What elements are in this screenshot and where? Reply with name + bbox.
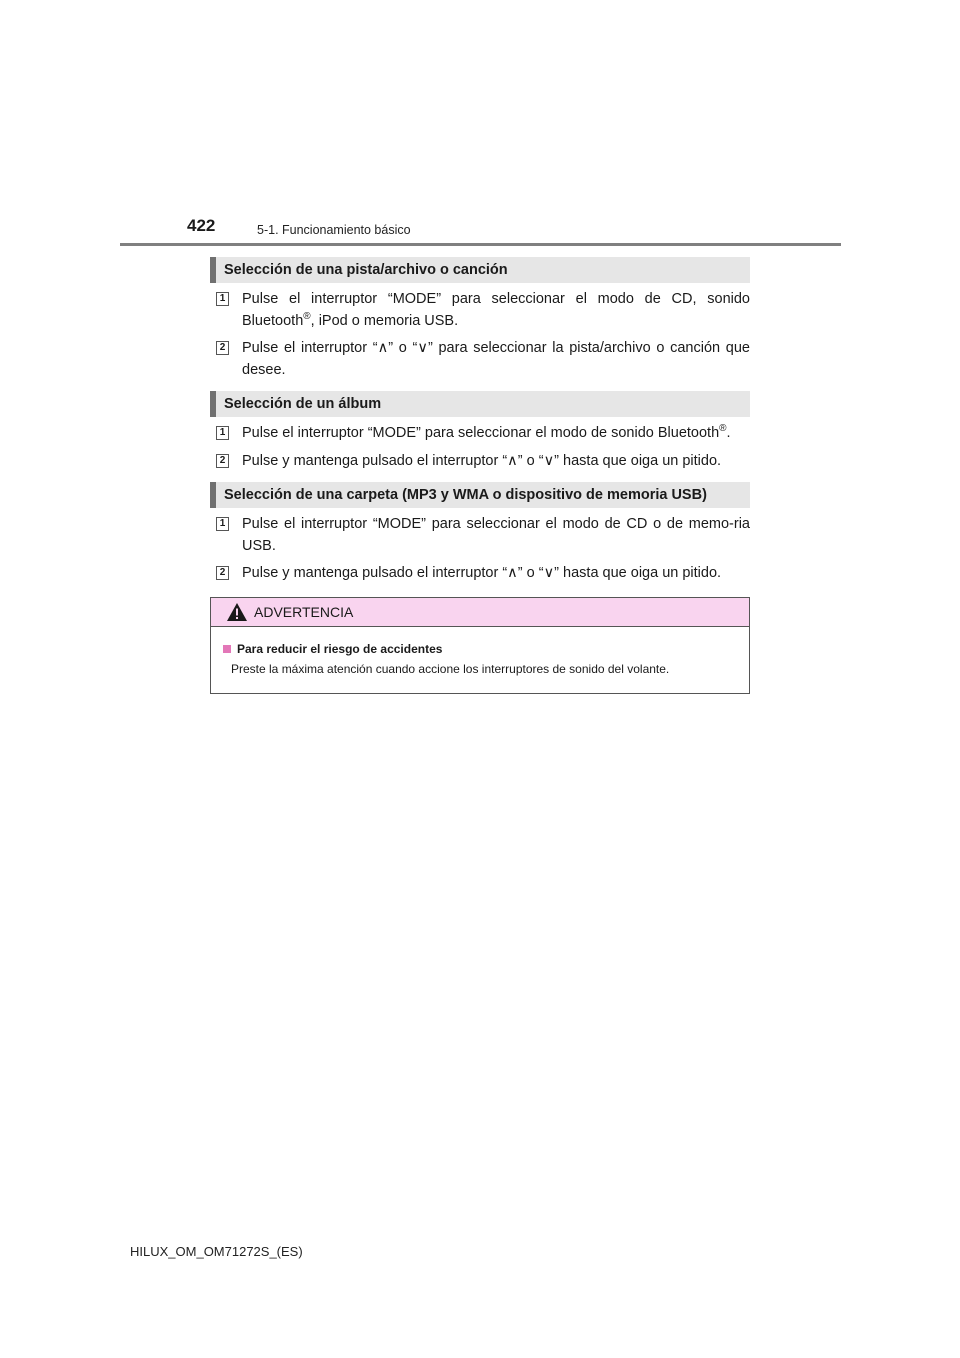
square-bullet-icon — [223, 645, 231, 653]
step-item — [210, 514, 750, 557]
step-number: 1 — [216, 517, 229, 531]
step-text: Pulse y mantenga pulsado el interruptor “∧” o “∨” hasta que oiga un pitido. — [242, 565, 722, 581]
section-heading-folder: Selección de una carpeta (MP3 y WMA o dispositivo de memoria USB) — [210, 482, 750, 508]
step-text: Pulse y mantenga pulsado el interruptor “∧” o “∨” hasta que oiga un pitido. — [242, 452, 722, 469]
step-text: Pulse el interruptor “∧” o “∨” para seleccionar la pista/archivo o canción que desee. — [242, 340, 750, 378]
step-item — [210, 423, 750, 445]
step-number: 2 — [216, 566, 229, 580]
warning-header — [211, 598, 749, 627]
step-number: 1 — [216, 426, 229, 440]
page-number: 422 — [187, 216, 216, 235]
page-content — [210, 257, 750, 694]
step-text: Pulse el interruptor “MODE” para seleccionar el modo de CD o de memo-ria USB. — [242, 516, 750, 554]
warning-box — [210, 597, 750, 694]
warning-text: Preste la máxima atención cuando accione los interruptores de sonido del volante. — [231, 661, 670, 676]
section-breadcrumb: 5-1. Funcionamiento básico — [257, 223, 411, 237]
warning-body — [211, 627, 749, 693]
step-item — [210, 289, 750, 332]
step-text: Pulse el interruptor “MODE” para seleccionar el modo de sonido Bluetooth®. — [242, 423, 731, 441]
warning-label: ADVERTENCIA — [254, 603, 354, 620]
warning-triangle-icon — [226, 602, 248, 622]
step-number: 2 — [216, 341, 229, 355]
header-divider — [120, 243, 841, 246]
section-heading-album: Selección de un álbum — [210, 391, 750, 417]
step-number: 2 — [216, 454, 229, 468]
section-heading-track: Selección de una pista/archivo o canción — [210, 257, 750, 283]
warning-title: Para reducir el riesgo de accidentes — [223, 639, 737, 659]
step-item — [210, 338, 750, 381]
step-item — [210, 563, 750, 585]
step-item — [210, 451, 750, 473]
document-id: HILUX_OM_OM71272S_(ES) — [130, 1244, 303, 1259]
step-number: 1 — [216, 292, 229, 306]
step-text: Pulse el interruptor “MODE” para seleccionar el modo de CD, sonido Bluetooth®, iPod o memoria USB. — [242, 291, 750, 329]
